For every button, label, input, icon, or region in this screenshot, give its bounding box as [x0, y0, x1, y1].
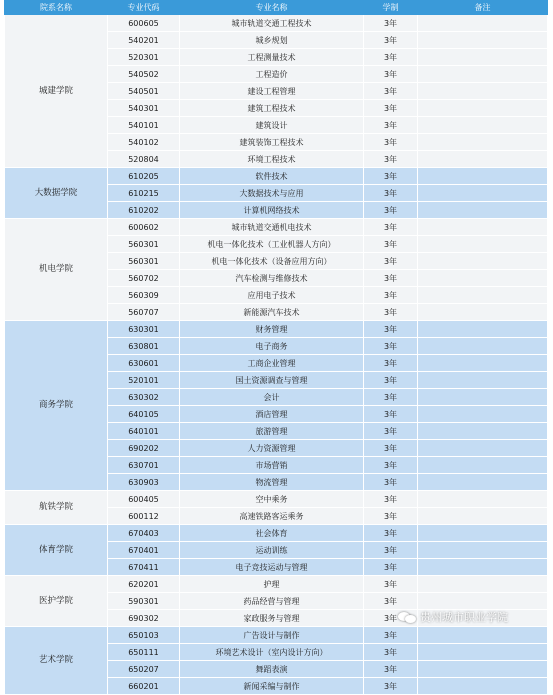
major-name: 旅游管理 — [180, 423, 364, 440]
study-years: 3年 — [364, 49, 418, 66]
major-code: 560309 — [108, 287, 180, 304]
table-body — [5, 15, 548, 695]
table-row — [5, 525, 548, 542]
major-code: 560702 — [108, 270, 180, 287]
note-cell — [418, 678, 548, 695]
study-years: 3年 — [364, 372, 418, 389]
major-name: 计算机网络技术 — [180, 202, 364, 219]
major-name: 工程造价 — [180, 66, 364, 83]
note-cell — [418, 338, 548, 355]
study-years: 3年 — [364, 117, 418, 134]
study-years: 3年 — [364, 219, 418, 236]
table-row — [5, 15, 548, 32]
major-name: 建筑工程技术 — [180, 100, 364, 117]
study-years: 3年 — [364, 338, 418, 355]
major-name: 人力资源管理 — [180, 440, 364, 457]
note-cell — [418, 253, 548, 270]
college-name: 机电学院 — [5, 219, 108, 321]
major-code: 560301 — [108, 236, 180, 253]
major-name: 电子商务 — [180, 338, 364, 355]
major-code: 670403 — [108, 525, 180, 542]
header-major: 专业名称 — [180, 1, 364, 15]
major-code: 540102 — [108, 134, 180, 151]
study-years: 3年 — [364, 134, 418, 151]
major-name: 建筑装饰工程技术 — [180, 134, 364, 151]
header-years: 学制 — [364, 1, 418, 15]
major-name: 空中乘务 — [180, 491, 364, 508]
major-code: 600405 — [108, 491, 180, 508]
major-code: 630301 — [108, 321, 180, 338]
note-cell — [418, 423, 548, 440]
header-code: 专业代码 — [108, 1, 180, 15]
major-name: 社会体育 — [180, 525, 364, 542]
study-years: 3年 — [364, 406, 418, 423]
table-row — [5, 576, 548, 593]
study-years: 3年 — [364, 168, 418, 185]
note-cell — [418, 559, 548, 576]
note-cell — [418, 100, 548, 117]
study-years: 3年 — [364, 474, 418, 491]
study-years: 3年 — [364, 236, 418, 253]
major-name: 护理 — [180, 576, 364, 593]
major-code: 640105 — [108, 406, 180, 423]
major-name: 高速铁路客运乘务 — [180, 508, 364, 525]
table-row — [5, 627, 548, 644]
study-years: 3年 — [364, 644, 418, 661]
major-code: 560707 — [108, 304, 180, 321]
study-years: 3年 — [364, 457, 418, 474]
study-years: 3年 — [364, 389, 418, 406]
study-years: 3年 — [364, 576, 418, 593]
major-name: 应用电子技术 — [180, 287, 364, 304]
major-code: 660201 — [108, 678, 180, 695]
major-name: 城市轨道交通机电技术 — [180, 219, 364, 236]
major-code: 630601 — [108, 355, 180, 372]
major-name: 财务管理 — [180, 321, 364, 338]
note-cell — [418, 355, 548, 372]
major-code: 540101 — [108, 117, 180, 134]
major-code: 650103 — [108, 627, 180, 644]
note-cell — [418, 32, 548, 49]
major-name: 电子竞技运动与管理 — [180, 559, 364, 576]
major-name: 会计 — [180, 389, 364, 406]
major-code: 520101 — [108, 372, 180, 389]
major-name: 工商企业管理 — [180, 355, 364, 372]
college-name: 艺术学院 — [5, 627, 108, 695]
major-code: 520804 — [108, 151, 180, 168]
note-cell — [418, 219, 548, 236]
college-name: 航铁学院 — [5, 491, 108, 525]
major-name: 环境工程技术 — [180, 151, 364, 168]
major-code: 520301 — [108, 49, 180, 66]
major-code: 630302 — [108, 389, 180, 406]
study-years: 3年 — [364, 542, 418, 559]
study-years: 3年 — [364, 185, 418, 202]
study-years: 3年 — [364, 151, 418, 168]
major-code: 600112 — [108, 508, 180, 525]
study-years: 3年 — [364, 202, 418, 219]
major-code: 650207 — [108, 661, 180, 678]
major-code: 670411 — [108, 559, 180, 576]
major-code: 610205 — [108, 168, 180, 185]
study-years: 3年 — [364, 287, 418, 304]
study-years: 3年 — [364, 100, 418, 117]
college-name: 体育学院 — [5, 525, 108, 576]
major-code: 610202 — [108, 202, 180, 219]
note-cell — [418, 117, 548, 134]
major-code: 540201 — [108, 32, 180, 49]
major-name: 工程测量技术 — [180, 49, 364, 66]
study-years: 3年 — [364, 32, 418, 49]
major-code: 690302 — [108, 610, 180, 627]
major-code: 560301 — [108, 253, 180, 270]
note-cell — [418, 270, 548, 287]
note-cell — [418, 151, 548, 168]
study-years: 3年 — [364, 83, 418, 100]
major-name: 机电一体化技术（设备应用方向） — [180, 253, 364, 270]
study-years: 3年 — [364, 423, 418, 440]
major-code: 630701 — [108, 457, 180, 474]
table-row — [5, 491, 548, 508]
note-cell — [418, 627, 548, 644]
major-code: 540301 — [108, 100, 180, 117]
note-cell — [418, 66, 548, 83]
note-cell — [418, 440, 548, 457]
major-name: 家政服务与管理 — [180, 610, 364, 627]
note-cell — [418, 457, 548, 474]
major-code: 540501 — [108, 83, 180, 100]
study-years: 3年 — [364, 270, 418, 287]
study-years: 3年 — [364, 440, 418, 457]
major-code: 600602 — [108, 219, 180, 236]
table-header-row — [5, 1, 548, 15]
study-years: 3年 — [364, 321, 418, 338]
note-cell — [418, 202, 548, 219]
table-row — [5, 219, 548, 236]
major-code: 630903 — [108, 474, 180, 491]
major-name: 舞蹈表演 — [180, 661, 364, 678]
note-cell — [418, 236, 548, 253]
majors-table — [4, 0, 548, 695]
note-cell — [418, 15, 548, 32]
study-years: 3年 — [364, 610, 418, 627]
note-cell — [418, 508, 548, 525]
note-cell — [418, 134, 548, 151]
major-name: 运动训练 — [180, 542, 364, 559]
study-years: 3年 — [364, 593, 418, 610]
major-name: 国土资源调查与管理 — [180, 372, 364, 389]
major-name: 软件技术 — [180, 168, 364, 185]
major-code: 620201 — [108, 576, 180, 593]
note-cell — [418, 372, 548, 389]
major-name: 大数据技术与应用 — [180, 185, 364, 202]
college-name: 商务学院 — [5, 321, 108, 491]
note-cell — [418, 168, 548, 185]
study-years: 3年 — [364, 15, 418, 32]
header-note: 备注 — [418, 1, 548, 15]
major-name: 广告设计与制作 — [180, 627, 364, 644]
note-cell — [418, 542, 548, 559]
major-code: 670401 — [108, 542, 180, 559]
note-cell — [418, 644, 548, 661]
major-name: 城市轨道交通工程技术 — [180, 15, 364, 32]
study-years: 3年 — [364, 66, 418, 83]
major-name: 建筑设计 — [180, 117, 364, 134]
major-code: 690202 — [108, 440, 180, 457]
major-name: 新能源汽车技术 — [180, 304, 364, 321]
watermark — [398, 606, 508, 628]
major-code: 600605 — [108, 15, 180, 32]
note-cell — [418, 321, 548, 338]
college-name: 城建学院 — [5, 15, 108, 168]
study-years: 3年 — [364, 525, 418, 542]
study-years: 3年 — [364, 355, 418, 372]
study-years: 3年 — [364, 253, 418, 270]
major-name: 酒店管理 — [180, 406, 364, 423]
note-cell — [418, 389, 548, 406]
major-name: 环境艺术设计（室内设计方向） — [180, 644, 364, 661]
major-code: 640101 — [108, 423, 180, 440]
study-years: 3年 — [364, 508, 418, 525]
table-row — [5, 321, 548, 338]
note-cell — [418, 49, 548, 66]
header-college: 院系名称 — [5, 1, 108, 15]
major-code: 650111 — [108, 644, 180, 661]
major-name: 新闻采编与制作 — [180, 678, 364, 695]
major-name: 机电一体化技术（工业机器人方向） — [180, 236, 364, 253]
major-name: 市场营销 — [180, 457, 364, 474]
note-cell — [418, 287, 548, 304]
major-code: 590301 — [108, 593, 180, 610]
note-cell — [418, 491, 548, 508]
study-years: 3年 — [364, 559, 418, 576]
note-cell — [418, 185, 548, 202]
study-years: 3年 — [364, 304, 418, 321]
college-name: 医护学院 — [5, 576, 108, 627]
study-years: 3年 — [364, 627, 418, 644]
note-cell — [418, 525, 548, 542]
major-name: 物流管理 — [180, 474, 364, 491]
watermark-text: 贵州城市职业学院 — [420, 611, 508, 624]
major-name: 药品经营与管理 — [180, 593, 364, 610]
note-cell — [418, 474, 548, 491]
table-row — [5, 168, 548, 185]
major-name: 城乡规划 — [180, 32, 364, 49]
note-cell — [418, 406, 548, 423]
major-code: 630801 — [108, 338, 180, 355]
college-name: 大数据学院 — [5, 168, 108, 219]
note-cell — [418, 83, 548, 100]
study-years: 3年 — [364, 678, 418, 695]
major-code: 610215 — [108, 185, 180, 202]
study-years: 3年 — [364, 661, 418, 678]
note-cell — [418, 576, 548, 593]
note-cell — [418, 304, 548, 321]
study-years: 3年 — [364, 491, 418, 508]
wechat-logo-icon — [398, 610, 416, 625]
major-name: 汽车检测与维修技术 — [180, 270, 364, 287]
note-cell — [418, 661, 548, 678]
major-name: 建设工程管理 — [180, 83, 364, 100]
major-code: 540502 — [108, 66, 180, 83]
